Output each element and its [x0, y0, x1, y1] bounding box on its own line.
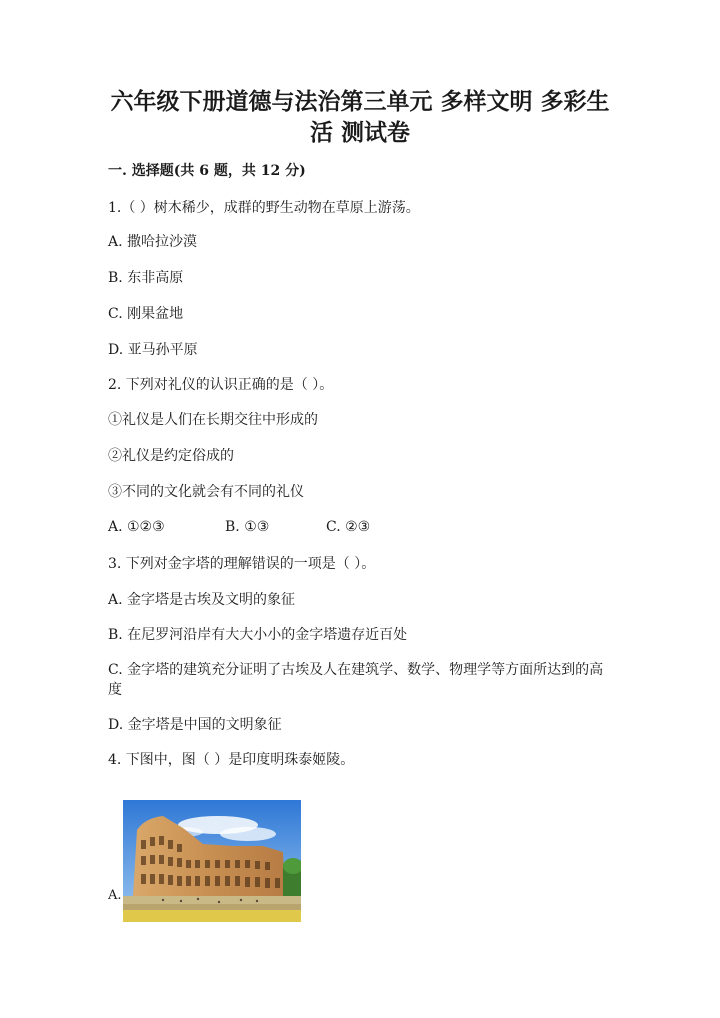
question-4-stem: 4. 下图中，图（ ）是印度明珠泰姬陵。: [108, 752, 355, 768]
question-3-stem: 3. 下列对金字塔的理解错误的一项是（ ）。: [108, 556, 376, 572]
question-1-option-b: B. 东非高原: [108, 270, 184, 286]
question-2-option-a: A. ①②③: [108, 519, 165, 535]
question-2-stem: 2. 下列对礼仪的认识正确的是（ ）。: [108, 377, 334, 393]
question-4-image-label: A.: [108, 888, 122, 903]
question-1-option-a: A. 撒哈拉沙漠: [108, 234, 198, 250]
section-heading: 一. 选择题(共 6 题，共 12 分): [108, 163, 306, 179]
question-3-option-c: C. 金字塔的建筑充分证明了古埃及人在建筑学、数学、物理学等方面所达到的高度: [108, 662, 604, 698]
title-line-1: 六年级下册道德与法治第三单元 多样文明 多彩生: [110, 88, 610, 115]
title-line-2: 活 测试卷: [309, 119, 410, 146]
question-2-option-c: C. ②③: [326, 519, 371, 535]
colosseum-photo: [123, 800, 301, 922]
question-2-option-b: B. ①③: [225, 519, 270, 535]
question-2-statement-2: ②礼仪是约定俗成的: [108, 448, 234, 464]
question-2-statement-1: ①礼仪是人们在长期交往中形成的: [108, 412, 318, 428]
page-title: [100, 86, 620, 148]
question-3-option-d: D. 金字塔是中国的文明象征: [108, 717, 282, 733]
question-1-stem: 1.（ ）树木稀少，成群的野生动物在草原上游荡。: [108, 200, 420, 216]
question-1-option-c: C. 刚果盆地: [108, 306, 184, 322]
question-3-option-a: A. 金字塔是古埃及文明的象征: [108, 592, 296, 608]
question-2-statement-3: ③不同的文化就会有不同的礼仪: [108, 484, 304, 500]
question-1-option-d: D. 亚马孙平原: [108, 342, 198, 358]
question-3-option-b: B. 在尼罗河沿岸有大大小小的金字塔遗存近百处: [108, 627, 408, 643]
